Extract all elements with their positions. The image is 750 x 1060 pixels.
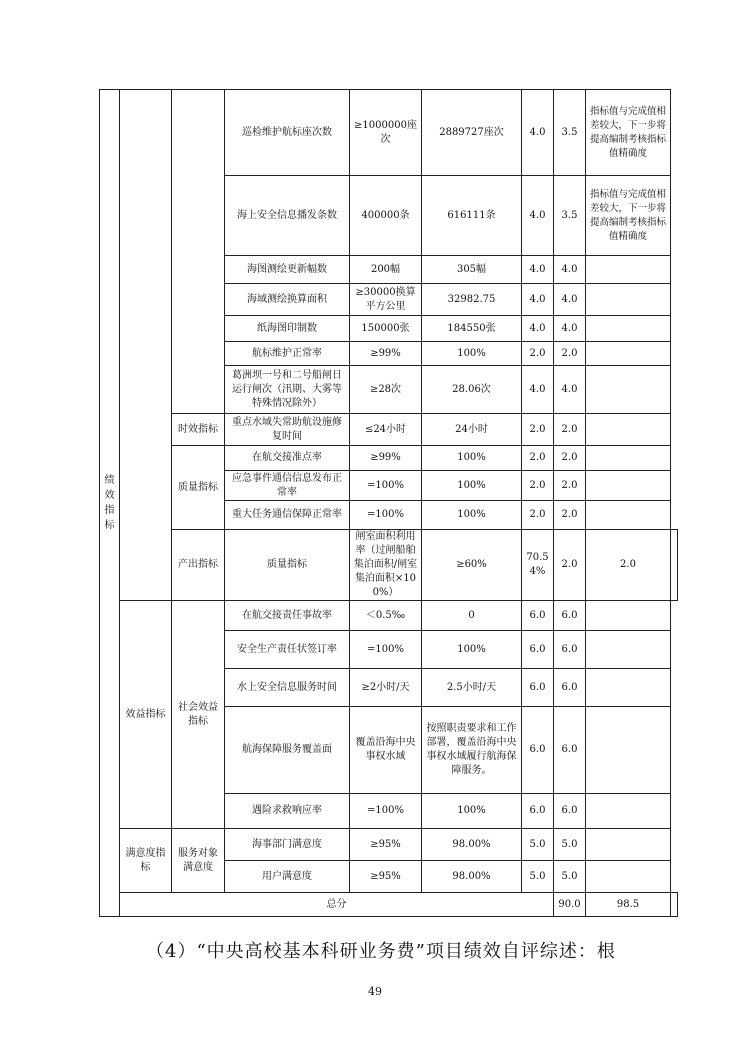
indicator-actual: 616111条 — [422, 176, 522, 256]
indicator-weight: 6.0 — [522, 707, 554, 794]
indicator-note — [586, 794, 671, 829]
indicator-actual: 按照职责要求和工作部署，覆盖沿海中央事权水域履行航海保障服务。 — [422, 707, 522, 794]
indicator-note — [586, 366, 671, 414]
total-weight: 90.0 — [554, 893, 586, 917]
indicator-name: 闸室面积利用率（过闸船舶集泊面积/闸室集泊面积×100%） — [350, 530, 422, 601]
indicator-target: ≤24小时 — [350, 414, 422, 446]
subcategory-time-cell: 时效指标 — [172, 414, 225, 446]
indicator-target: ≥30000换算平方公里 — [350, 284, 422, 316]
indicator-target: 400000条 — [350, 176, 422, 256]
indicator-name: 在航交接责任事故率 — [225, 601, 350, 631]
indicator-weight: 4.0 — [522, 90, 554, 176]
indicator-score: 3.5 — [554, 90, 586, 176]
indicator-actual: 2889727座次 — [422, 90, 522, 176]
indicator-score: 5.0 — [554, 829, 586, 861]
indicator-note — [586, 707, 671, 794]
table-row — [100, 414, 678, 446]
indicator-score: 6.0 — [554, 707, 586, 794]
indicator-target: ≥95% — [350, 829, 422, 861]
indicator-score: 2.0 — [554, 501, 586, 530]
total-score: 98.5 — [586, 893, 671, 917]
indicator-weight: 4.0 — [522, 256, 554, 284]
indicator-note: 指标值与完成值相差较大，下一步将提高编制考核指标值精确度 — [586, 176, 671, 256]
indicator-note — [586, 446, 671, 471]
indicator-name: 海图测绘更新幅数 — [225, 256, 350, 284]
indicator-note — [586, 631, 671, 669]
indicator-name: 海事部门满意度 — [225, 829, 350, 861]
indicator-weight: 2.0 — [522, 471, 554, 501]
indicator-score: 4.0 — [554, 284, 586, 316]
indicator-target: 200幅 — [350, 256, 422, 284]
indicator-target: =100% — [350, 501, 422, 530]
indicator-weight: 6.0 — [522, 601, 554, 631]
subcategory-blank-cell — [172, 90, 225, 414]
indicator-note — [586, 669, 671, 707]
indicator-note — [586, 471, 671, 501]
indicator-note — [586, 414, 671, 446]
indicator-weight: 2.0 — [522, 414, 554, 446]
indicator-weight: 5.0 — [522, 861, 554, 893]
indicator-score: 6.0 — [554, 669, 586, 707]
indicator-score: 2.0 — [554, 342, 586, 366]
indicator-name: 巡检维护航标座次数 — [225, 90, 350, 176]
indicator-actual: 70.54% — [522, 530, 554, 601]
indicator-actual: 100% — [422, 446, 522, 471]
indicator-note — [586, 501, 671, 530]
indicator-score: 6.0 — [554, 794, 586, 829]
subcategory-quality-cell: 质量指标 — [172, 446, 225, 530]
indicator-actual: 100% — [422, 794, 522, 829]
indicator-target: ≥95% — [350, 861, 422, 893]
indicator-score: 2.0 — [554, 414, 586, 446]
indicator-target: 覆盖沿海中央事权水域 — [350, 707, 422, 794]
subcategory-service-cell: 服务对象满意度 — [172, 829, 225, 893]
indicator-note — [586, 342, 671, 366]
indicator-actual: 24小时 — [422, 414, 522, 446]
indicator-name: 在航交接准点率 — [225, 446, 350, 471]
indicator-name: 重点水域失常助航设施修复时间 — [225, 414, 350, 446]
indicator-actual: 98.00% — [422, 861, 522, 893]
indicator-weight: 6.0 — [522, 669, 554, 707]
category-satisfaction-cell: 满意度指标 — [120, 829, 172, 893]
indicator-target: ≥60% — [422, 530, 522, 601]
indicator-name: 海域测绘换算面积 — [225, 284, 350, 316]
indicator-weight: 6.0 — [522, 794, 554, 829]
indicator-score: 4.0 — [554, 316, 586, 342]
indicator-target: ≥2小时/天 — [350, 669, 422, 707]
indicator-note — [671, 530, 678, 601]
indicator-score: 4.0 — [554, 256, 586, 284]
indicator-note: 指标值与完成值相差较大，下一步将提高编制考核指标值精确度 — [586, 90, 671, 176]
category-output-label: 产出指标 — [172, 530, 225, 601]
performance-table — [99, 89, 678, 917]
indicator-weight: 4.0 — [522, 366, 554, 414]
indicator-note — [586, 601, 671, 631]
table-row — [100, 530, 678, 601]
indicator-score: 3.5 — [554, 176, 586, 256]
indicator-note — [586, 256, 671, 284]
table-row — [100, 446, 678, 471]
indicator-actual: 100% — [422, 471, 522, 501]
indicator-actual: 0 — [422, 601, 522, 631]
indicator-name: 纸海图印制数 — [225, 316, 350, 342]
indicator-name: 海上安全信息播发条数 — [225, 176, 350, 256]
section-heading-paragraph: （4）“中央高校基本科研业务费”项目绩效自评综述：根 — [146, 941, 616, 962]
indicator-name: 航海保障服务覆盖面 — [225, 707, 350, 794]
indicator-weight: 2.0 — [554, 530, 586, 601]
indicator-name: 安全生产责任状签订率 — [225, 631, 350, 669]
category-performance-cell: 绩效指标 — [100, 90, 120, 917]
indicator-actual: 32982.75 — [422, 284, 522, 316]
indicator-actual: 2.5小时/天 — [422, 669, 522, 707]
total-note — [671, 893, 678, 917]
page-number: 49 — [368, 985, 382, 998]
indicator-note — [586, 829, 671, 861]
indicator-weight: 4.0 — [522, 284, 554, 316]
indicator-weight: 5.0 — [522, 829, 554, 861]
indicator-note — [586, 316, 671, 342]
table-row — [100, 601, 678, 631]
indicator-target: ≥99% — [350, 446, 422, 471]
indicator-name: 遇险求救响应率 — [225, 794, 350, 829]
indicator-actual: 100% — [422, 501, 522, 530]
indicator-name: 重大任务通信保障正常率 — [225, 501, 350, 530]
indicator-name: 用户满意度 — [225, 861, 350, 893]
indicator-weight: 6.0 — [522, 631, 554, 669]
indicator-score: 6.0 — [554, 601, 586, 631]
indicator-score: 2.0 — [586, 530, 671, 601]
indicator-name: 葛洲坝一号和二号船闸日运行闸次（汛期、大雾等特殊情况除外） — [225, 366, 350, 414]
indicator-target: 150000张 — [350, 316, 422, 342]
indicator-score: 6.0 — [554, 631, 586, 669]
indicator-weight: 4.0 — [522, 316, 554, 342]
indicator-score: 2.0 — [554, 446, 586, 471]
total-row — [100, 893, 678, 917]
indicator-note — [586, 861, 671, 893]
indicator-name: 水上安全信息服务时间 — [225, 669, 350, 707]
total-label: 总分 — [120, 893, 554, 917]
indicator-actual: 100% — [422, 631, 522, 669]
indicator-name: 应急事件通信信息发布正常率 — [225, 471, 350, 501]
indicator-actual: 100% — [422, 342, 522, 366]
subcategory-social-cell: 社会效益指标 — [172, 601, 225, 829]
indicator-target: ＜0.5‰ — [350, 601, 422, 631]
indicator-actual: 28.06次 — [422, 366, 522, 414]
indicator-target: ≥99% — [350, 342, 422, 366]
indicator-score: 4.0 — [554, 366, 586, 414]
indicator-weight: 4.0 — [522, 176, 554, 256]
indicator-target: =100% — [350, 471, 422, 501]
indicator-target: ≥1000000座次 — [350, 90, 422, 176]
indicator-weight: 2.0 — [522, 501, 554, 530]
indicator-score: 5.0 — [554, 861, 586, 893]
indicator-target: =100% — [350, 631, 422, 669]
category-output-cell — [120, 90, 172, 601]
indicator-actual: 98.00% — [422, 829, 522, 861]
indicator-weight: 2.0 — [522, 446, 554, 471]
indicator-actual: 184550张 — [422, 316, 522, 342]
subcategory-quality-cell: 质量指标 — [225, 530, 350, 601]
indicator-name: 航标维护正常率 — [225, 342, 350, 366]
indicator-note — [586, 284, 671, 316]
indicator-score: 2.0 — [554, 471, 586, 501]
indicator-target: ≥28次 — [350, 366, 422, 414]
table-row — [100, 829, 678, 861]
indicator-weight: 2.0 — [522, 342, 554, 366]
indicator-target: =100% — [350, 794, 422, 829]
indicator-actual: 305幅 — [422, 256, 522, 284]
table-row — [100, 90, 678, 176]
category-benefit-cell: 效益指标 — [120, 601, 172, 829]
